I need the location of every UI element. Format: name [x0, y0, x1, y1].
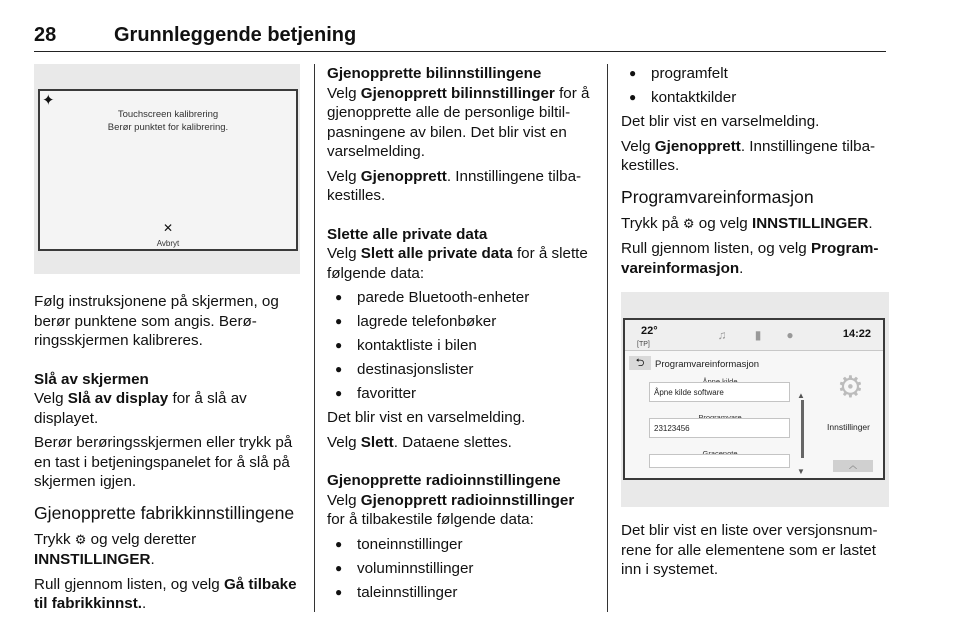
section-heading: Gjenopprette radioinnstillingene — [327, 472, 561, 489]
cancel-label: Avbryt — [156, 239, 180, 248]
calibration-screen — [38, 89, 298, 251]
paragraph: Velg Slett alle private data for å slette følgende data: — [327, 245, 588, 282]
calibration-target-icon: ✦ — [42, 92, 55, 109]
paragraph: Rull gjennom listen, og velg Program-vareinformasjon. — [621, 240, 879, 277]
list-item: ● kontaktliste i bilen — [327, 336, 595, 356]
list-item[interactable]: Åpne kilde software — [649, 382, 790, 402]
traffic-program-badge: [TP] — [637, 341, 650, 348]
page-number: 28 — [34, 24, 57, 46]
software-info-screen — [623, 318, 885, 480]
section-heading: Programvareinformasjon — [621, 186, 814, 207]
clock: 14:22 — [842, 328, 871, 340]
page-title: Grunnleggende betjening — [114, 24, 357, 46]
column-divider — [607, 64, 608, 612]
paragraph: Trykk ⚙ og velg deretter INNSTILLINGER. — [34, 530, 197, 568]
close-icon: ✕ — [162, 221, 174, 235]
info-icon: ● — [786, 328, 794, 342]
screen-title: Programvareinformasjon — [655, 359, 760, 370]
gear-icon: ⚙ — [682, 216, 695, 232]
paragraph: Velg Slå av display for å slå av displayet. — [34, 390, 247, 427]
calibration-subtitle: Berør punktet for kalibrering. — [107, 122, 229, 133]
calibration-title: Touchscreen kalibrering — [117, 109, 219, 120]
temperature: 22° — [641, 325, 658, 337]
paragraph: Det blir vist en varselmelding. — [327, 409, 526, 426]
section-heading: Slå av skjermen — [34, 370, 149, 388]
paragraph: Velg Gjenopprett. Innstillingene tilba-kestilles. — [621, 137, 876, 174]
column-1 — [34, 64, 300, 619]
section-heading: Gjenopprette bilinnstillingene — [327, 65, 542, 82]
paragraph: Rull gjennom listen, og velg Gå tilbake til fabrikkinnst.. — [34, 575, 297, 612]
list-item: ● toneinnstillinger — [327, 535, 595, 555]
paragraph: Det blir vist en varselmelding. — [621, 113, 820, 130]
list-item: ● programfelt — [621, 64, 889, 84]
list-item[interactable] — [649, 454, 790, 468]
gear-icon[interactable]: ⚙ — [837, 371, 864, 404]
list-item: ● lagrede telefonbøker — [327, 312, 595, 332]
section-heading: Gjenopprette fabrikkinnstillingene — [34, 502, 295, 523]
paragraph: Følg instruksjonene på skjermen, og berør punktene som angis. Berø-ringsskjermen kalibreres. — [34, 293, 279, 349]
music-icon: ♫ — [717, 328, 727, 342]
list-item[interactable]: 23123456 — [649, 418, 790, 438]
software-info-screenshot — [621, 292, 889, 507]
chevron-up-icon[interactable]: ︿ — [833, 460, 873, 472]
paragraph: Berør berøringsskjermen eller trykk på en tast i betjeningspanelet for å slå på skjermen igjen. — [34, 434, 293, 490]
list-item: ● kontaktkilder — [621, 88, 889, 108]
list-item: ● taleinnstillinger — [327, 583, 595, 603]
status-bar — [625, 320, 883, 351]
column-divider — [314, 64, 315, 612]
scroll-down-icon[interactable]: ▼ — [797, 467, 805, 476]
page-header — [34, 24, 886, 52]
section-heading: Slette alle private data — [327, 225, 488, 243]
back-button[interactable]: ⮌ — [629, 356, 651, 370]
paragraph: Velg Gjenopprett radioinnstillinger for å tilbakestile følgende data: — [327, 491, 575, 528]
settings-label[interactable]: Innstillinger — [827, 422, 870, 432]
list-item: ● parede Bluetooth-enheter — [327, 288, 595, 308]
paragraph: Velg Gjenopprett bilinnstillinger for å gjenopprette alle de personlige biltil-pasningene av bilen. Det blir vist en varselmelding. — [327, 84, 590, 160]
gear-icon: ⚙ — [74, 532, 87, 548]
paragraph: Velg Slett. Dataene slettes. — [327, 433, 512, 451]
paragraph: Trykk på ⚙ og velg INNSTILLINGER. — [621, 214, 873, 232]
bullet-list — [327, 535, 595, 603]
list-item: ● favoritter — [327, 384, 595, 404]
column-3 — [621, 64, 889, 585]
bullet-list — [327, 288, 595, 404]
list-item: ● destinasjonslister — [327, 360, 595, 380]
calibration-screenshot — [34, 64, 300, 274]
paragraph: Det blir vist en liste over versjonsnum-rene for alle elementene som er lastet inn i systemet. — [621, 522, 878, 578]
paragraph: Velg Gjenopprett. Innstillingene tilba-kestilles. — [327, 167, 582, 204]
scrollbar[interactable] — [801, 400, 804, 458]
scroll-up-icon[interactable]: ▲ — [797, 391, 805, 400]
column-2 — [327, 64, 595, 607]
phone-icon: ▮ — [754, 328, 762, 342]
bullet-list — [621, 64, 889, 108]
list-item: ● voluminnstillinger — [327, 559, 595, 579]
